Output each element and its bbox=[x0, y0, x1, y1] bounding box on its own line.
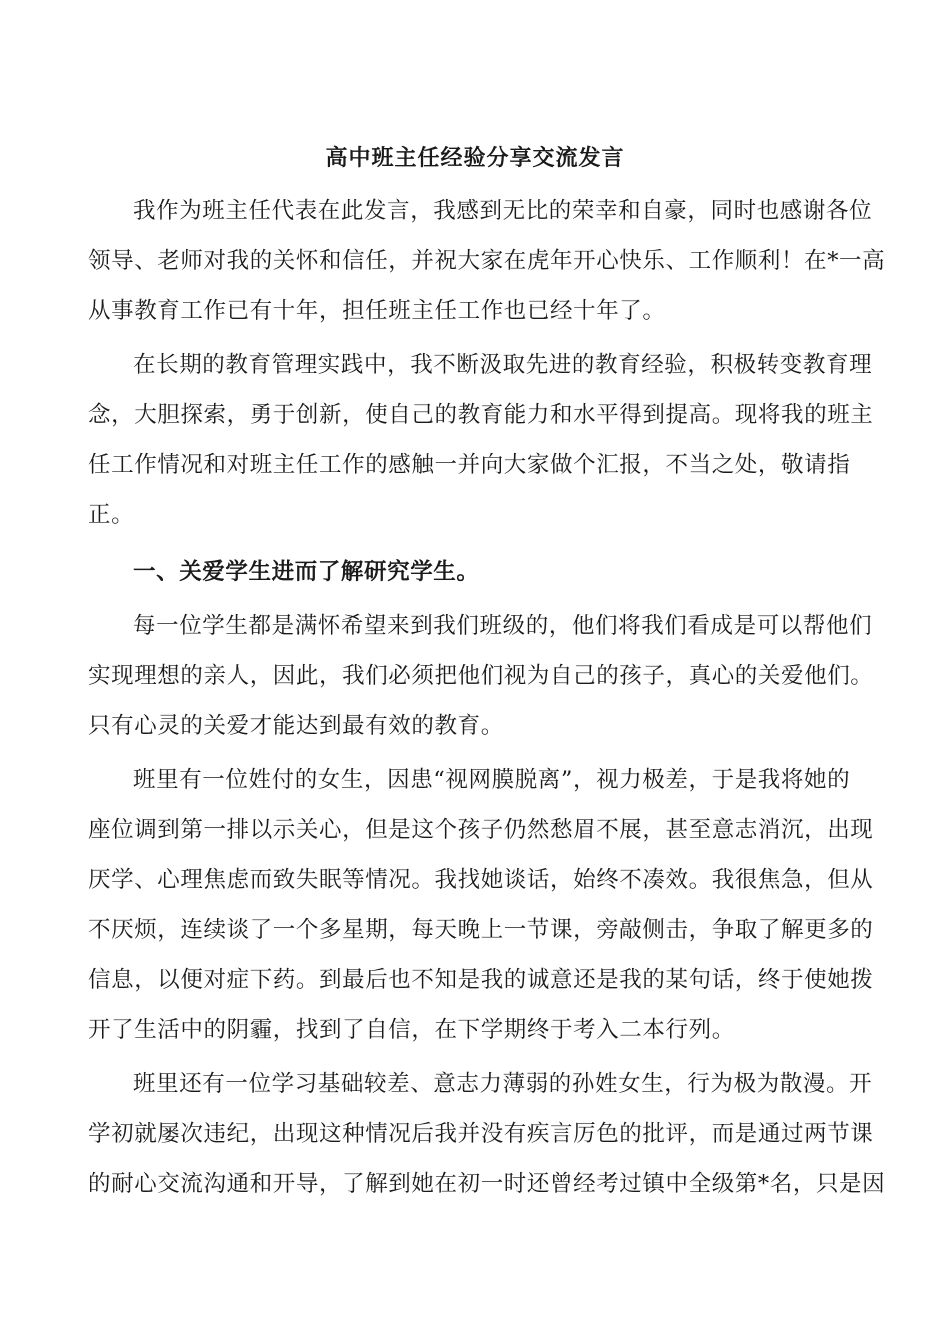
paragraph-line: 信息，以便对症下药。到最后也不知是我的诚意还是我的某句话，终于使她拨 bbox=[88, 967, 874, 993]
paragraph-line: 正。 bbox=[88, 502, 135, 528]
paragraph-line: 的耐心交流沟通和开导，了解到她在初一时还曾经考过镇中全级第*名，只是因 bbox=[88, 1171, 886, 1197]
paragraph-line: 学初就屡次违纪，出现这种情况后我并没有疾言厉色的批评，而是通过两节课 bbox=[88, 1121, 874, 1147]
paragraph-line: 不厌烦，连续谈了一个多星期，每天晚上一节课，旁敲侧击，争取了解更多的 bbox=[88, 917, 874, 943]
paragraph-line: 我作为班主任代表在此发言，我感到无比的荣幸和自豪，同时也感谢各位 bbox=[133, 198, 873, 224]
paragraph-line: 实现理想的亲人，因此，我们必须把他们视为自己的孩子，真心的关爱他们。 bbox=[88, 663, 874, 689]
paragraph-line: 班里还有一位学习基础较差、意志力薄弱的孙姓女生，行为极为散漫。开 bbox=[133, 1071, 873, 1097]
paragraph-line: 只有心灵的关爱才能达到最有效的教育。 bbox=[88, 713, 504, 739]
paragraph-line: 念，大胆探索，勇于创新，使自己的教育能力和水平得到提高。现将我的班主 bbox=[88, 402, 874, 428]
paragraph-line: 从事教育工作已有十年，担任班主任工作也已经十年了。 bbox=[88, 298, 666, 324]
section-heading: 一、关爱学生进而了解研究学生。 bbox=[133, 559, 480, 585]
paragraph-line: 领导、老师对我的关怀和信任，并祝大家在虎年开心快乐、工作顺利！在*一高 bbox=[88, 248, 886, 274]
paragraph-line: 在长期的教育管理实践中，我不断汲取先进的教育经验，积极转变教育理 bbox=[133, 352, 873, 378]
document-title: 高中班主任经验分享交流发言 bbox=[325, 145, 625, 171]
paragraph-line: 班里有一位姓付的女生，因患“视网膜脱离”，视力极差，于是我将她的 bbox=[133, 767, 851, 793]
paragraph-line: 任工作情况和对班主任工作的感触一并向大家做个汇报，不当之处，敬请指 bbox=[88, 452, 851, 478]
paragraph-line: 厌学、心理焦虑而致失眠等情况。我找她谈话，始终不凑效。我很焦急，但从 bbox=[88, 867, 874, 893]
paragraph-line: 座位调到第一排以示关心，但是这个孩子仍然愁眉不展，甚至意志消沉，出现 bbox=[88, 817, 874, 843]
paragraph-line: 每一位学生都是满怀希望来到我们班级的，他们将我们看成是可以帮他们 bbox=[133, 613, 873, 639]
paragraph-line: 开了生活中的阴霾，找到了自信，在下学期终于考入二本行列。 bbox=[88, 1017, 735, 1043]
